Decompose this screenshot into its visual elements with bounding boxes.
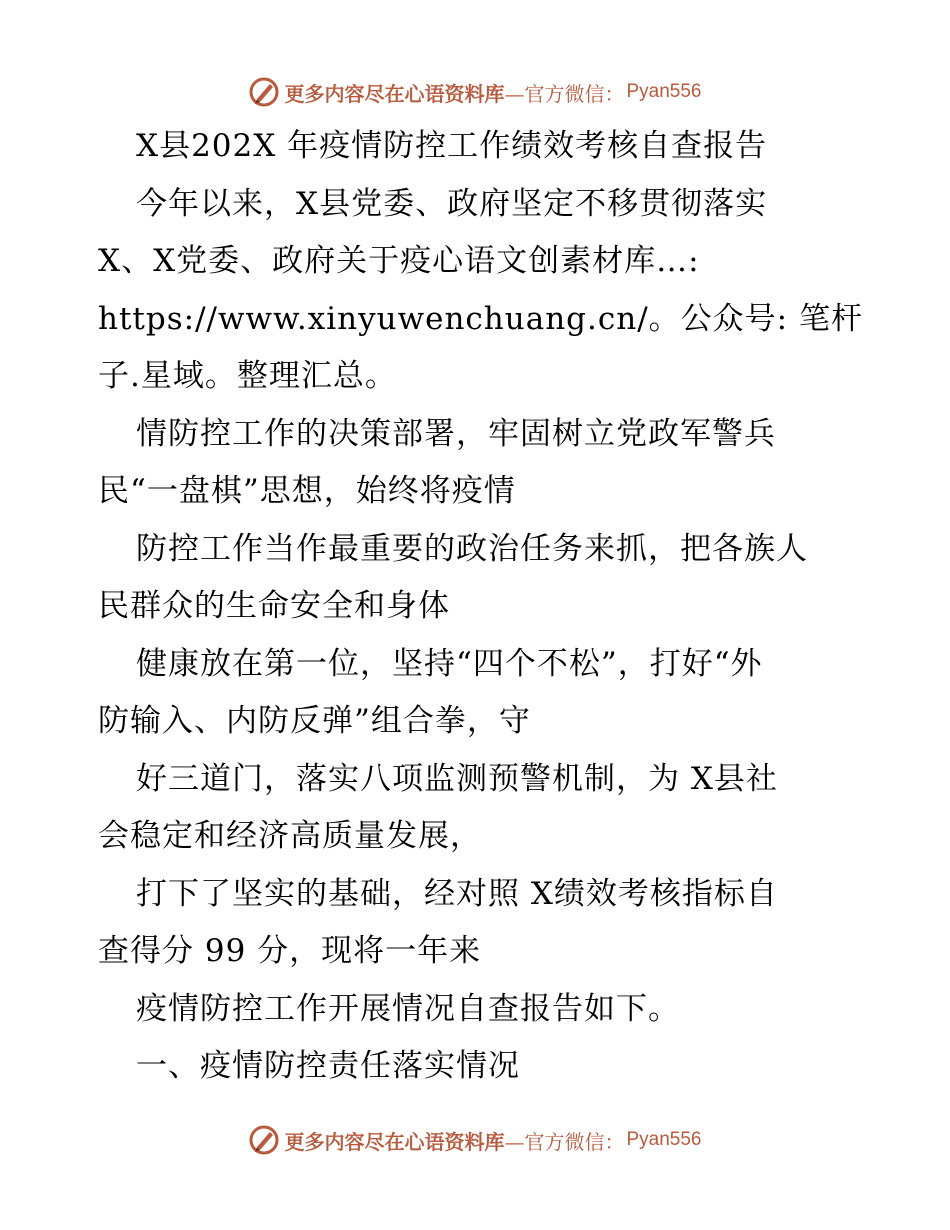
footer-watermark-banner <box>0 1120 950 1160</box>
banner-wechat-id: Pyan556 <box>626 1129 702 1150</box>
paragraph-line: 民“一盘棋”思想，始终将疫情 <box>98 473 516 509</box>
paragraph-line: 防输入、内防反弹”组合拳，守 <box>98 703 531 739</box>
banner-slogan: 更多内容尽在心语资料库 <box>284 1129 505 1154</box>
banner-label: —官方微信： <box>504 1129 625 1154</box>
paragraph-line: 情防控工作的决策部署，牢固树立党政军警兵 <box>136 415 776 452</box>
paragraph-line: 健康放在第一位，坚持“四个不松”，打好“外 <box>136 645 763 682</box>
document-title: X县202X 年疫情防控工作绩效考核自查报告 <box>136 128 768 164</box>
paragraph-line: https://www.xinyuwenchuang.cn/。公众号: 笔杆 <box>98 300 863 337</box>
banner-label: —官方微信： <box>504 81 625 106</box>
paragraph-line: 查得分 99 分，现将一年来 <box>98 933 482 969</box>
paragraph-line: 民群众的生命安全和身体 <box>98 588 450 624</box>
banner-slogan: 更多内容尽在心语资料库 <box>284 81 505 106</box>
document-body <box>98 118 863 1096</box>
pen-circle-logo-icon <box>248 76 280 108</box>
paragraph-line: 防控工作当作最重要的政治任务来抓，把各族人 <box>136 530 808 567</box>
paragraph-line: 会稳定和经济高质量发展， <box>98 818 482 854</box>
paragraph-line: 打下了坚实的基础，经对照 X绩效考核指标自 <box>136 875 778 912</box>
paragraph-line: 子.星域。整理汇总。 <box>98 358 397 394</box>
header-watermark-banner <box>0 72 950 112</box>
pen-circle-logo-icon <box>248 1124 280 1156</box>
section-heading: 一、疫情防控责任落实情况 <box>136 1048 520 1084</box>
banner-wechat-id: Pyan556 <box>626 81 702 102</box>
paragraph-line: 疫情防控工作开展情况自查报告如下。 <box>136 990 680 1027</box>
paragraph-line: 好三道门，落实八项监测预警机制，为 X县社 <box>136 760 778 797</box>
paragraph-line: 今年以来，X县党委、政府坚定不移贯彻落实 <box>136 185 768 222</box>
paragraph-line: X、X党委、政府关于疫心语文创素材库…: <box>98 243 700 279</box>
